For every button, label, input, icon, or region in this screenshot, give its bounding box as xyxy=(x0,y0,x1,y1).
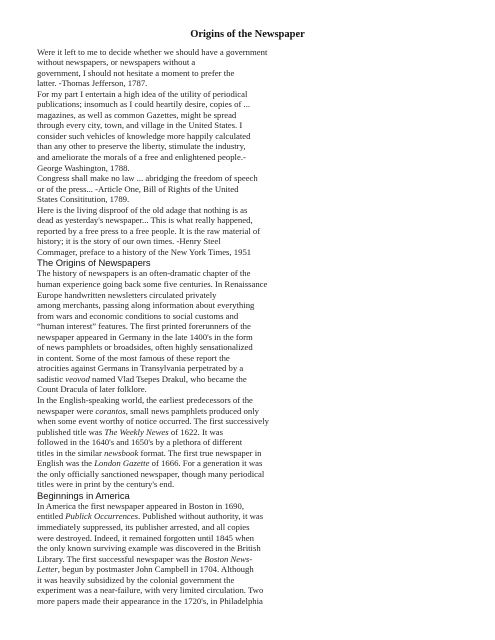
text-segment: without newspapers, or newspapers without a xyxy=(37,57,196,68)
text-segment: , begun by postmaster John Campbell in 1704. Although xyxy=(57,564,254,575)
text-segment: consider such vehicles of knowledge more happily calculated xyxy=(37,130,251,141)
text-line xyxy=(37,469,277,480)
italic-text: London Gazette xyxy=(94,458,150,469)
text-segment: Were it left to me to decide whether we should have a government xyxy=(37,46,268,57)
text-segment: from wars and economic conditions to social customs and xyxy=(37,310,239,321)
text-line xyxy=(37,120,277,131)
text-line xyxy=(37,564,277,575)
text-line xyxy=(37,57,277,68)
text-line xyxy=(37,215,277,226)
text-line xyxy=(37,332,277,343)
text-line xyxy=(37,479,277,490)
text-segment: the only officially sanctioned newspaper, though many periodical xyxy=(37,468,265,479)
text-line xyxy=(37,501,277,512)
text-segment: in content. Some of the most famous of these report the xyxy=(37,352,230,363)
text-line xyxy=(37,427,277,438)
text-line xyxy=(37,585,277,596)
text-line xyxy=(37,448,277,459)
text-line xyxy=(37,290,277,301)
text-line xyxy=(37,554,277,565)
text-line xyxy=(37,163,277,174)
text-segment: Congress shall make no law ... abridging the freedom of speech xyxy=(37,173,258,184)
text-line xyxy=(37,311,277,322)
text-segment: , small news pamphlets produced only xyxy=(125,405,259,416)
text-segment: The Origins of Newspapers xyxy=(37,257,151,269)
text-line xyxy=(37,458,277,469)
text-line xyxy=(37,205,277,216)
italic-text: corantos xyxy=(95,405,126,416)
text-segment: titles in the similar xyxy=(37,447,105,458)
text-line xyxy=(37,226,277,237)
text-segment: latter. -Thomas Jefferson, 1787. xyxy=(37,78,148,89)
text-line xyxy=(37,99,277,110)
text-segment: more papers made their appearance in the 1720's, in Philadelphia xyxy=(37,595,263,606)
text-line xyxy=(37,511,277,522)
text-line xyxy=(37,173,277,184)
text-segment: the only known surviving example was discovered in the British xyxy=(37,543,261,554)
italic-text: Publick Occurrences xyxy=(65,511,139,522)
text-line xyxy=(37,384,277,395)
text-segment: Commager, preface to a history of the New York Times, 1951 xyxy=(37,246,252,257)
text-line xyxy=(37,110,277,121)
document-body xyxy=(37,47,277,607)
section-heading xyxy=(37,490,277,501)
text-segment: entitled xyxy=(37,511,66,522)
text-segment: published title was xyxy=(37,426,105,437)
text-line xyxy=(37,268,277,279)
text-segment: it was heavily subsidized by the colonial government the xyxy=(37,574,235,585)
text-line xyxy=(37,416,277,427)
text-line xyxy=(37,363,277,374)
text-segment: Count Dracula of later folklore. xyxy=(37,384,147,395)
text-line xyxy=(37,543,277,554)
text-segment: and ameliorate the morals of a free and enlightened people.- xyxy=(37,151,246,162)
text-segment: Here is the living disproof of the old adage that nothing is as xyxy=(37,204,248,215)
text-segment: were destroyed. Indeed, it remained forgotten until 1845 when xyxy=(37,532,254,543)
italic-text: newsbook xyxy=(104,447,139,458)
text-line xyxy=(37,575,277,586)
text-line xyxy=(37,342,277,353)
text-line xyxy=(37,247,277,258)
text-segment: or of the press... -Article One, Bill of Rights of the United xyxy=(37,183,239,194)
text-line xyxy=(37,78,277,89)
text-line xyxy=(37,141,277,152)
italic-text: Letter xyxy=(37,564,58,575)
text-segment: sadistic xyxy=(37,373,66,384)
text-segment: George Washington, 1788. xyxy=(37,162,130,173)
text-segment: of 1622. It was xyxy=(168,426,223,437)
text-segment: In the English-speaking world, the earliest predecessors of the xyxy=(37,395,253,405)
text-segment: reported by a free press to a free people. It is the raw material of xyxy=(37,225,261,236)
text-segment: magazines, as well as common Gazettes, might be spread xyxy=(37,109,237,120)
text-segment: government, I should not hesitate a moment to prefer the xyxy=(37,67,235,78)
text-line xyxy=(37,68,277,79)
text-line xyxy=(37,300,277,311)
text-segment: atrocities against Germans in Transylvania perpetrated by a xyxy=(37,363,244,374)
italic-text: veovod xyxy=(65,373,90,384)
text-line xyxy=(37,437,277,448)
text-line xyxy=(37,152,277,163)
text-line xyxy=(37,47,277,58)
italic-text: Boston News- xyxy=(204,553,253,564)
text-segment: through every city, town, and village in the United States. I xyxy=(37,120,243,131)
text-line xyxy=(37,89,277,100)
text-line xyxy=(37,522,277,533)
text-line xyxy=(37,321,277,332)
text-segment: States Consititution, 1789. xyxy=(37,194,130,205)
text-segment: For my part I entertain a high idea of the utility of periodical xyxy=(37,88,248,99)
text-line xyxy=(37,406,277,417)
text-segment: immediately suppressed, its publisher arrested, and all copies xyxy=(37,522,250,533)
text-segment: when some event worthy of notice occurred. The first successively xyxy=(37,416,269,427)
text-segment: history; it is the story of our own times. -Henry Steel xyxy=(37,236,221,247)
text-segment: English was the xyxy=(37,458,95,469)
text-segment: followed in the 1640's and 1650's by a plethora of different xyxy=(37,437,243,448)
text-line xyxy=(37,533,277,544)
text-segment: Library. The first successful newspaper was the xyxy=(37,553,205,564)
text-segment: titles were in print by the century's end. xyxy=(37,479,175,490)
text-segment: dead as yesterday's newspaper... This is what really happened, xyxy=(37,215,253,226)
text-line xyxy=(37,194,277,205)
section-heading xyxy=(37,257,277,268)
text-segment: publications; insomuch as I could heartily desire, copies of ... xyxy=(37,99,251,110)
text-segment: . Published without authority, it was xyxy=(138,511,264,522)
text-line xyxy=(37,395,277,406)
text-line xyxy=(37,353,277,364)
text-segment: experiment was a near-failure, with very limited circulation. Two xyxy=(37,585,264,596)
text-segment: newspaper appeared in Germany in the late 1400's in the form xyxy=(37,331,253,342)
text-segment: In America the first newspaper appeared in Boston in 1690, xyxy=(37,500,244,511)
text-segment: newspaper were xyxy=(37,405,96,416)
text-segment: among merchants, passing along information about everything xyxy=(37,300,255,311)
text-line xyxy=(37,236,277,247)
text-line xyxy=(37,279,277,290)
text-segment: “human interest” features. The first printed forerunners of the xyxy=(37,321,251,332)
italic-text: The Weekly Newes xyxy=(104,426,169,437)
text-segment: The history of newspapers is an often-dramatic chapter of the xyxy=(37,268,251,279)
text-segment: named Vlad Tsepes Drakul, who became the xyxy=(89,373,247,384)
text-line xyxy=(37,596,277,607)
text-segment: Beginnings in America xyxy=(37,489,130,501)
text-segment: than any other to preserve the liberty, stimulate the industry, xyxy=(37,141,246,152)
text-segment: of 1666. For a generation it was xyxy=(149,458,263,469)
text-segment: format. The first true newspaper in xyxy=(138,447,262,458)
text-line xyxy=(37,374,277,385)
text-line xyxy=(37,184,277,195)
document-title: Origins of the Newspaper xyxy=(190,29,305,40)
text-line xyxy=(37,131,277,142)
text-segment: Europe handwritten newsletters circulated privately xyxy=(37,289,217,300)
text-segment: human experience going back some five centuries. In Renaissance xyxy=(37,278,268,289)
text-segment: of news pamphlets or broadsides, often highly sensationalized xyxy=(37,342,253,353)
